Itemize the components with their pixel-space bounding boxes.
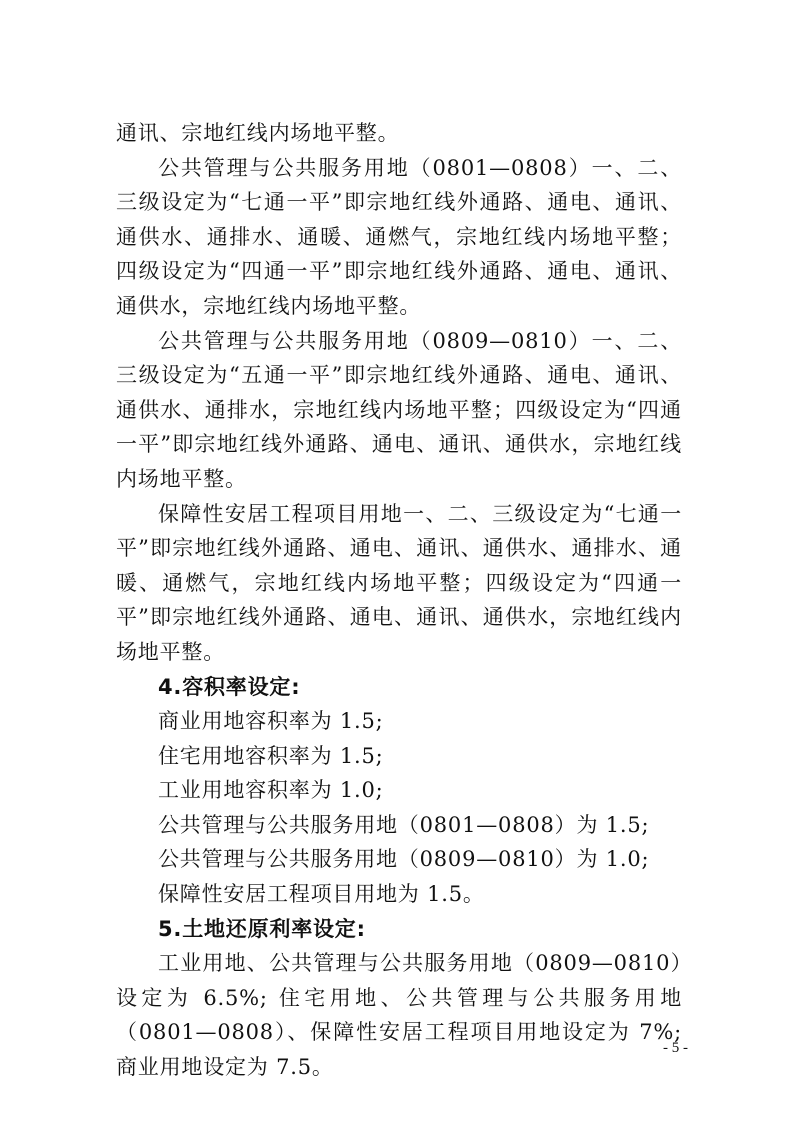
- list-item-far-affordable-housing: 保障性安居工程项目用地为 1.5。: [158, 882, 485, 907]
- list-item-far-industrial: 工业用地容积率为 1.0;: [158, 778, 384, 803]
- paragraph-capitalization-rate: 工业用地、公共管理与公共服务用地（0809—0810）设定为 6.5%; 住宅用地、公共管理与公共服务用地（0801—0808）、保障性安居工程项目用地设定为 7%; 商业用地设定为 7.5。: [116, 951, 682, 1080]
- paragraph-public-service-0801-0808: 公共管理与公共服务用地（0801—0808）一、二、三级设定为“七通一平”即宗地红线外通路、通电、通讯、通供水、通排水、通暖、通燃气，宗地红线内场地平整；四级设定为“四通一平”即宗地红线外通路、通电、通讯、通供水，宗地红线内场地平整。: [116, 155, 682, 318]
- document-body: [116, 116, 682, 1085]
- paragraph-continued: 通讯、宗地红线内场地平整。: [116, 121, 400, 145]
- list-item-far-public-0809-0810: 公共管理与公共服务用地（0809—0810）为 1.0;: [158, 847, 650, 872]
- section-heading-capitalization-rate: 5.土地还原利率设定:: [158, 916, 366, 941]
- paragraph-public-service-0809-0810: 公共管理与公共服务用地（0809—0810）一、二、三级设定为“五通一平”即宗地红线外通路、通电、通讯、通供水、通排水，宗地红线内场地平整；四级设定为“四通一平”即宗地红线外通路、通电、通讯、通供水，宗地红线内场地平整。: [116, 328, 682, 491]
- list-item-far-commercial: 商业用地容积率为 1.5;: [158, 709, 384, 734]
- page-number: - 5 -: [663, 1040, 688, 1056]
- list-item-far-residential: 住宅用地容积率为 1.5;: [158, 743, 384, 768]
- list-item-far-public-0801-0808: 公共管理与公共服务用地（0801—0808）为 1.5;: [158, 812, 650, 837]
- paragraph-affordable-housing: 保障性安居工程项目用地一、二、三级设定为“七通一平”即宗地红线外通路、通电、通讯、通供水、通排水、通暖、通燃气，宗地红线内场地平整；四级设定为“四通一平”即宗地红线外通路、通电、通讯、通供水，宗地红线内场地平整。: [116, 501, 682, 664]
- section-heading-floor-area-ratio: 4.容积率设定:: [158, 674, 301, 699]
